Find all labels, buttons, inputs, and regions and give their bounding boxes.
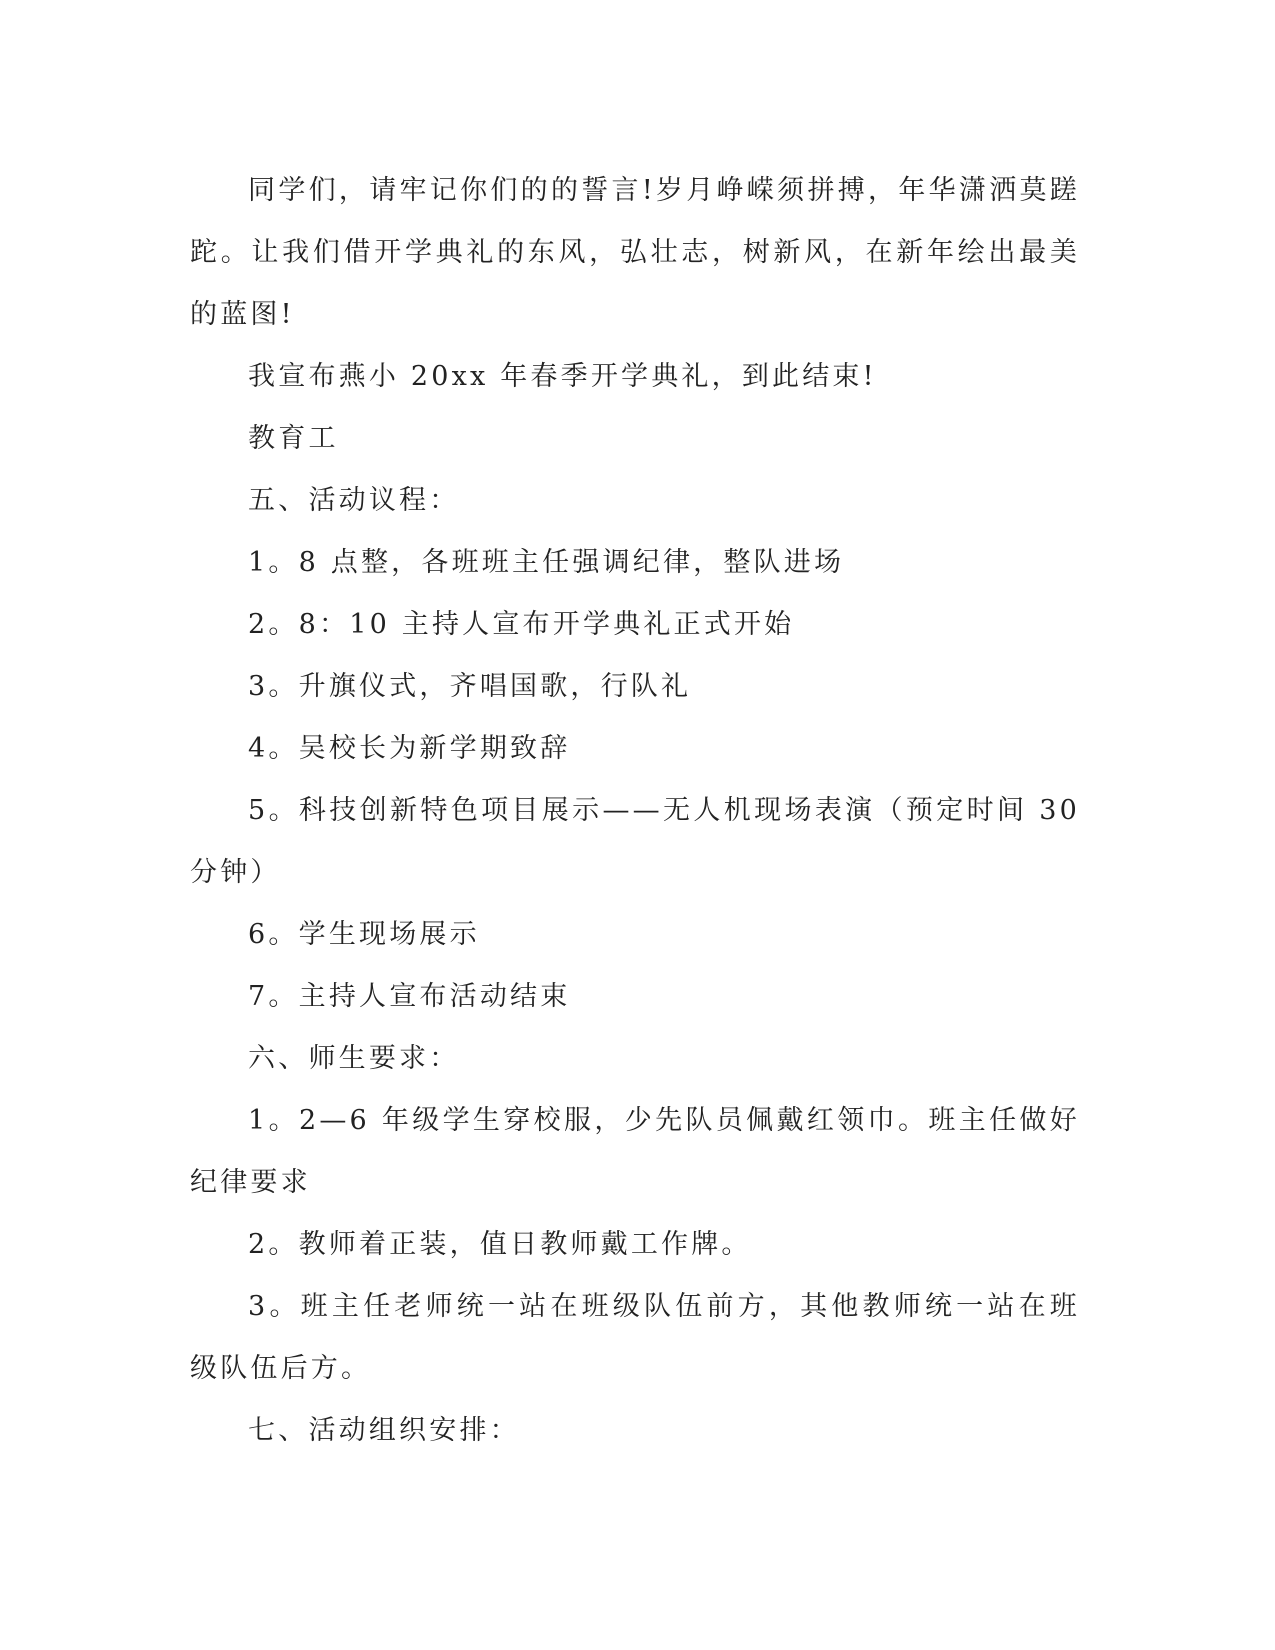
agenda-item-4: 4。吴校长为新学期致辞 — [248, 733, 571, 764]
agenda-item-6: 6。学生现场展示 — [248, 919, 480, 950]
section-heading-organization: 七、活动组织安排： — [248, 1415, 520, 1446]
closing-pledge-paragraph: 同学们，请牢记你们的的誓言!岁月峥嵘须拼搏，年华潇洒莫蹉跎。让我们借开学典礼的东风，弘壮志，树新风，在新年绘出最美的蓝图! — [190, 175, 1080, 330]
agenda-item-2: 2。8：10 主持人宣布开学典礼正式开始 — [248, 609, 795, 640]
section-heading-requirements: 六、师生要求： — [248, 1043, 460, 1074]
agenda-item-7: 7。主持人宣布活动结束 — [248, 981, 571, 1012]
agenda-item-5: 5。科技创新特色项目展示——无人机现场表演（预定时间 30 分钟） — [190, 795, 1080, 888]
section-heading-agenda: 五、活动议程： — [248, 485, 460, 516]
document-body — [190, 160, 1080, 1462]
requirement-item-3: 3。班主任老师统一站在班级队伍前方，其他教师统一站在班级队伍后方。 — [190, 1291, 1080, 1384]
section-fragment: 教育工 — [248, 423, 339, 454]
requirement-item-1: 1。2—6 年级学生穿校服，少先队员佩戴红领巾。班主任做好纪律要求 — [190, 1105, 1080, 1198]
requirement-item-2: 2。教师着正装，值日教师戴工作牌。 — [248, 1229, 752, 1260]
closing-announcement: 我宣布燕小 20xx 年春季开学典礼，到此结束! — [248, 361, 877, 392]
agenda-item-1: 1。8 点整，各班班主任强调纪律，整队进场 — [248, 547, 845, 578]
agenda-item-3: 3。升旗仪式，齐唱国歌，行队礼 — [248, 671, 692, 702]
